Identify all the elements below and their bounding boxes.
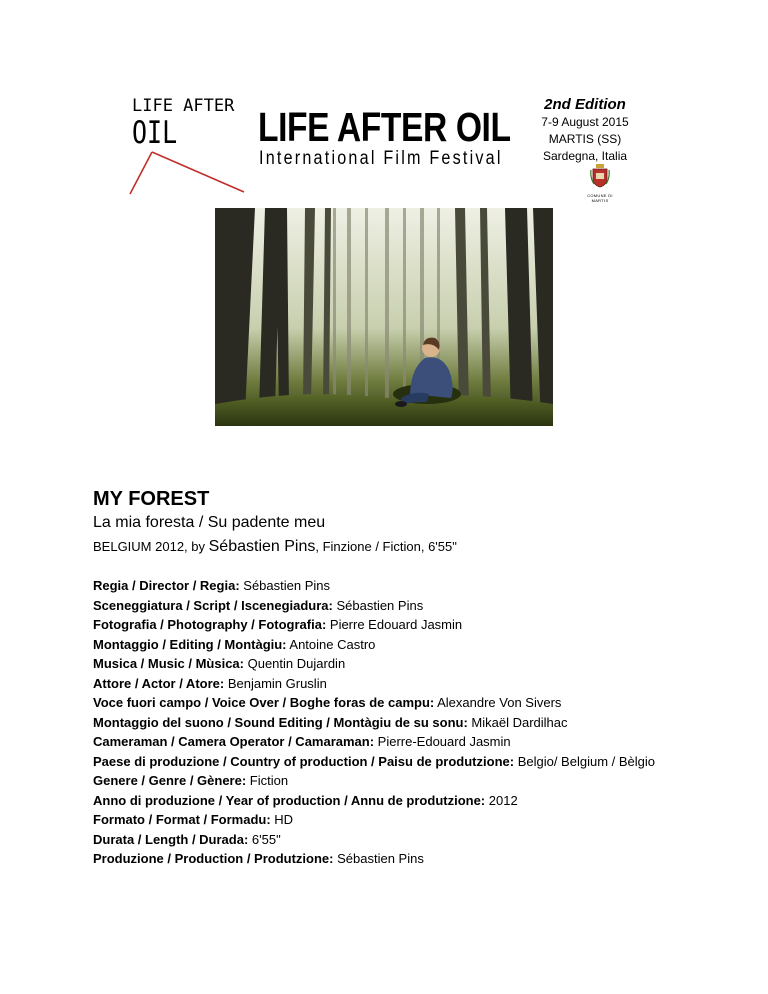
festival-logo — [128, 96, 248, 200]
edition-block — [520, 96, 650, 165]
credit-label: Anno di produzione / Year of production / Annu de produtzione: — [93, 792, 486, 808]
credit-value: Mikaël Dardilhac — [467, 714, 568, 730]
credit-value: HD — [270, 812, 294, 827]
credit-label: Regia / Director / Regia: — [93, 578, 240, 593]
credit-label: Voce fuori campo / Voice Over / Boghe foras de campu: — [93, 695, 435, 710]
credit-value: Benjamin Gruslin — [224, 675, 327, 691]
credit-row — [93, 635, 693, 655]
festival-region: Sardegna, Italia — [542, 149, 628, 163]
film-title: MY FOREST — [93, 488, 210, 510]
festival-town: MARTIS (SS) — [548, 132, 622, 146]
credit-label: Formato / Format / Formadu: — [93, 812, 271, 827]
credit-value: Sébastien Pins — [332, 597, 424, 613]
credit-label: Musica / Music / Mùsica: — [93, 656, 244, 671]
credit-value: 6'55" — [248, 831, 281, 847]
credit-value: Sébastien Pins — [239, 578, 330, 593]
festival-title: LIFE AFTER OIL — [258, 104, 511, 150]
credit-value: Alexandre Von Sivers — [434, 695, 562, 710]
credit-row — [93, 615, 693, 635]
credit-label: Sceneggiatura / Script / Iscenegiadura: — [93, 597, 333, 613]
credit-value: Pierre-Edouard Jasmin — [374, 734, 511, 749]
credit-value: 2012 — [485, 792, 518, 808]
credit-value: Fiction — [246, 773, 289, 788]
credit-row — [93, 830, 693, 850]
credit-row — [93, 654, 693, 674]
credit-row — [93, 596, 693, 616]
credit-label: Attore / Actor / Atore: — [93, 675, 225, 691]
credit-row — [93, 810, 693, 830]
film-meta-line — [93, 538, 457, 556]
credit-row — [93, 576, 693, 596]
credit-label: Paese di produzione / Country of production / Paisu de produtzione: — [93, 753, 515, 769]
film-meta-director: Sébastien Pins — [208, 538, 316, 555]
festival-dates: 7-9 August 2015 — [541, 115, 629, 129]
credit-row — [93, 849, 693, 869]
credit-row — [93, 693, 693, 713]
logo-text-line2: OIL — [132, 114, 178, 151]
credit-label: Montaggio del suono / Sound Editing / Montàgiu de su sonu: — [93, 714, 468, 730]
credit-value: Quentin Dujardin — [244, 656, 346, 671]
credit-row — [93, 713, 693, 733]
credit-value: Pierre Edouard Jasmin — [326, 617, 463, 632]
credit-label: Produzione / Production / Produtzione: — [93, 851, 334, 866]
crest-caption: COMUNE DI MARTIS — [587, 193, 613, 203]
credit-row — [93, 732, 693, 752]
film-still-photo — [215, 208, 553, 426]
credit-label: Durata / Length / Durada: — [93, 831, 249, 847]
edition-title: 2nd Edition — [544, 96, 626, 113]
credit-row — [93, 791, 693, 811]
credit-label: Cameraman / Camera Operator / Camaraman: — [93, 734, 375, 749]
film-meta-suffix: , Finzione / Fiction, 6'55" — [315, 539, 457, 554]
credit-label: Montaggio / Editing / Montàgiu: — [93, 636, 287, 652]
credit-label: Genere / Genre / Gènere: — [93, 773, 247, 788]
credits-list — [93, 576, 693, 869]
credit-label: Fotografia / Photography / Fotografia: — [93, 617, 327, 632]
credit-row — [93, 771, 693, 791]
credit-row — [93, 752, 693, 772]
festival-subtitle: International Film Festival — [259, 148, 503, 169]
crest-icon — [590, 164, 610, 188]
film-alt-titles: La mia foresta / Su padente meu — [93, 514, 326, 531]
forest-photo-illustration — [215, 208, 553, 426]
film-meta-prefix: BELGIUM 2012, by — [93, 539, 209, 554]
logo-text-line1: LIFE AFTER — [132, 96, 235, 116]
credit-row — [93, 674, 693, 694]
credit-value: Belgio/ Belgium / Bèlgio — [514, 753, 655, 769]
credit-value: Sébastien Pins — [333, 851, 424, 866]
municipal-crest — [580, 164, 620, 203]
credit-value: Antoine Castro — [286, 636, 376, 652]
